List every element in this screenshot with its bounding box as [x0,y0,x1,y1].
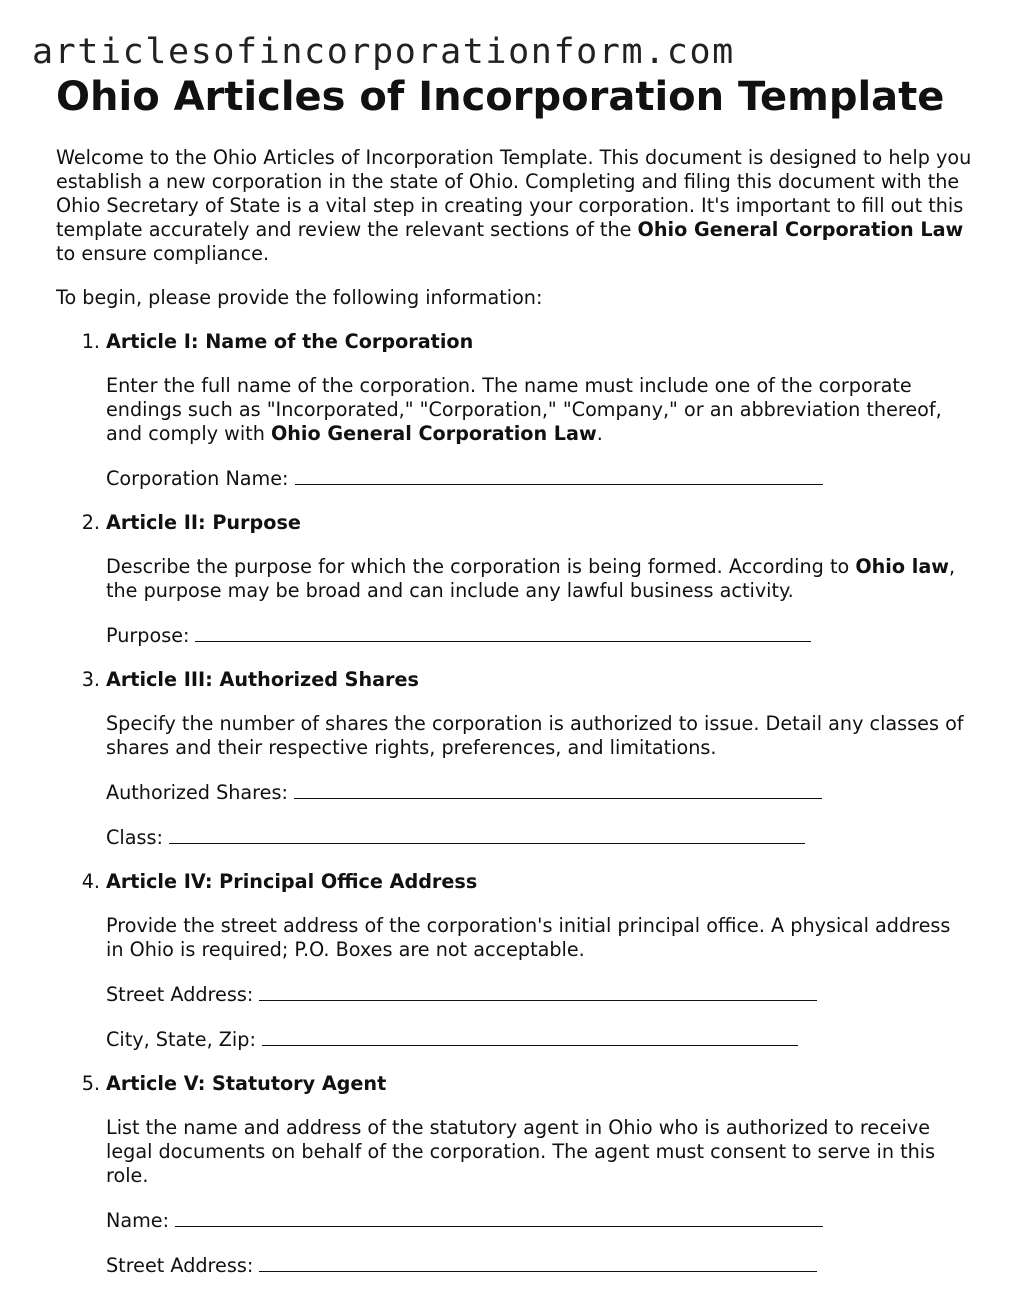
article-number: 1. [81,330,100,353]
field-label: Corporation Name: [106,467,289,490]
office-city-state-zip-field [106,1027,976,1052]
articles-list [56,330,976,1278]
article-purpose [56,511,976,648]
intro-law-reference: Ohio General Corporation Law [637,218,964,241]
article-description: Specify the number of shares the corporation is authorized to issue. Detail any classes of shares and their respective rights, preferences, and limitations. [106,712,964,759]
article-description [106,555,966,603]
article-description [106,374,966,446]
document-body [56,146,976,1298]
field-label: Class: [106,826,163,849]
field-label: Street Address: [106,983,254,1006]
article-description: Provide the street address of the corporation's initial principal office. A physical address in Ohio is required; P.O. Boxes are not acceptable. [106,914,951,961]
office-street-address-field [106,982,976,1007]
authorized-shares-field [106,780,976,805]
purpose-blank[interactable] [195,623,811,642]
agent-street-address-field [106,1253,976,1278]
field-label: Name: [106,1209,170,1232]
field-label: Street Address: [106,1254,254,1277]
description-text: Enter the full name of the corporation. The name must include one of the corporate endings such as "Incorporated," "Corporation," "Company," or an abbreviation thereof, and comply with [106,374,942,445]
article-description: List the name and address of the statutory agent in Ohio who is authorized to receive legal documents on behalf of the corporation. The agent must consent to serve in this role. [106,1116,936,1187]
share-class-blank[interactable] [169,825,805,844]
authorized-shares-blank[interactable] [294,780,822,799]
purpose-field [106,623,976,648]
article-number: 3. [81,668,100,691]
agent-street-address-blank[interactable] [259,1253,817,1272]
field-label: Authorized Shares: [106,781,288,804]
article-heading: Article V: Statutory Agent [106,1072,387,1095]
article-heading: Article IV: Principal Office Address [106,870,478,893]
corporation-name-blank[interactable] [295,466,823,485]
description-law-reference: Ohio General Corporation Law [270,422,597,445]
page-title: Ohio Articles of Incorporation Template [56,74,945,120]
corporation-name-field [106,466,976,491]
description-text-end: , the purpose may be broad and can include any lawful business activity. [106,555,956,602]
article-principal-office [56,870,976,1052]
article-heading: Article I: Name of the Corporation [106,330,474,353]
office-street-address-blank[interactable] [259,982,817,1001]
article-statutory-agent [56,1072,976,1278]
agent-name-field [106,1208,976,1233]
field-label: Purpose: [106,624,190,647]
description-text: Describe the purpose for which the corporation is being formed. According to [106,555,856,578]
article-number: 4. [81,870,100,893]
article-heading: Article III: Authorized Shares [106,668,419,691]
article-number: 2. [81,511,100,534]
intro-text-end: to ensure compliance. [56,242,270,265]
share-class-field [106,825,976,850]
description-text-end: . [596,422,603,445]
intro-paragraph [56,146,976,266]
article-authorized-shares [56,668,976,850]
article-name [56,330,976,491]
agent-name-blank[interactable] [175,1208,823,1227]
field-label: City, State, Zip: [106,1028,256,1051]
instructions-paragraph: To begin, please provide the following information: [56,286,543,309]
description-law-reference: Ohio law [855,555,949,578]
article-heading: Article II: Purpose [106,511,301,534]
intro-text: Welcome to the Ohio Articles of Incorporation Template. This document is designed to help you establish a new corporation in the state of Ohio. Completing and filing this document with the Ohio Secretary of State is a vital step in creating your corporation. It's important to fill out this template accurately and review the relevant sections of the [56,146,972,241]
office-city-state-zip-blank[interactable] [262,1027,798,1046]
site-watermark: articlesofincorporationform.com [32,32,735,72]
article-number: 5. [81,1072,100,1095]
